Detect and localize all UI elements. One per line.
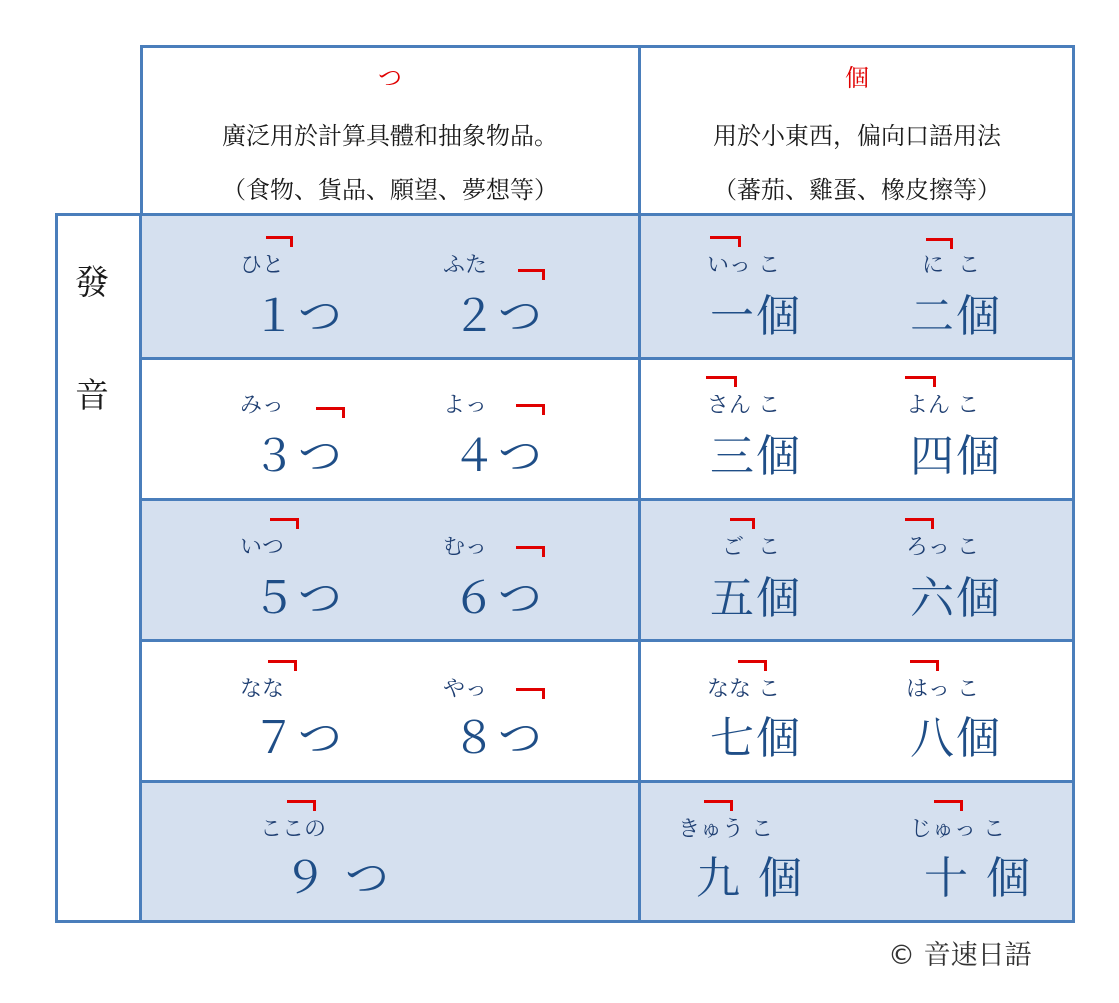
pitch-accent-mark	[926, 238, 953, 249]
header-counter-ko: 個	[845, 64, 869, 92]
pitch-accent-mark	[905, 376, 936, 387]
counter-word: 七個	[710, 713, 802, 764]
counter-word: 一個	[710, 291, 802, 342]
counter-word: ９ つ	[283, 853, 391, 904]
furigana: いつ	[240, 535, 285, 560]
pitch-accent-mark	[730, 518, 755, 529]
row-divider	[140, 357, 1075, 360]
furigana: さん こ	[707, 393, 780, 418]
furigana: やっ	[443, 677, 488, 702]
pitch-accent-mark	[710, 236, 741, 247]
pitch-accent-mark	[518, 269, 545, 280]
counter-word: 三個	[710, 431, 802, 482]
counter-word: 二個	[910, 291, 1002, 342]
furigana: ふた	[443, 253, 488, 278]
pitch-accent-mark	[704, 800, 733, 811]
row-divider	[140, 780, 1075, 783]
pitch-accent-mark	[266, 236, 293, 247]
pitch-accent-mark	[706, 376, 737, 387]
furigana: ご こ	[722, 535, 780, 560]
counter-word: 四個	[910, 431, 1002, 482]
furigana: に こ	[922, 253, 980, 278]
furigana: よん こ	[906, 393, 979, 418]
counter-word: 五個	[710, 573, 802, 624]
side-divider	[139, 213, 142, 923]
counter-word: 八個	[910, 713, 1002, 764]
furigana: いっ こ	[707, 253, 780, 278]
furigana: よっ	[443, 393, 488, 418]
side-label-bottom: 音	[75, 376, 109, 416]
row-divider	[140, 639, 1075, 642]
furigana: ひと	[240, 253, 285, 278]
furigana: はっ こ	[906, 677, 979, 702]
row-divider	[140, 498, 1075, 501]
pitch-accent-mark	[287, 800, 316, 811]
pitch-accent-mark	[270, 518, 299, 529]
counter-word: ８つ	[452, 713, 544, 764]
pitch-accent-mark	[738, 660, 767, 671]
copyright-notice: © 音速日語	[888, 940, 1032, 971]
furigana: ここの	[260, 817, 327, 842]
counter-word: 十 個	[924, 853, 1032, 904]
header-ko-examples: （蕃茄、雞蛋、橡皮擦等）	[713, 176, 1001, 204]
pitch-accent-mark	[934, 800, 963, 811]
header-tsu-examples: （食物、貨品、願望、夢想等）	[222, 176, 558, 204]
furigana: みっ	[240, 393, 285, 418]
counter-word: ３つ	[252, 431, 344, 482]
furigana: きゅう こ	[678, 817, 773, 842]
furigana: じゅっ こ	[910, 817, 1005, 842]
furigana: ろっ こ	[906, 535, 979, 560]
furigana: むっ	[443, 535, 488, 560]
pitch-accent-mark	[516, 546, 545, 557]
header-tsu-description: 廣泛用於計算具體和抽象物品。	[222, 122, 558, 150]
header-ko-description: 用於小東西，偏向口語用法	[713, 122, 1001, 150]
side-label-top: 發	[75, 263, 109, 303]
counter-word: 六個	[910, 573, 1002, 624]
counter-word: ６つ	[452, 573, 544, 624]
furigana: なな こ	[707, 677, 780, 702]
counter-word: ４つ	[452, 431, 544, 482]
counter-word: 九 個	[696, 853, 804, 904]
pitch-accent-mark	[905, 518, 934, 529]
furigana: なな	[240, 677, 285, 702]
header-counter-tsu: つ	[378, 64, 402, 92]
pitch-accent-mark	[910, 660, 939, 671]
counter-word: ２つ	[452, 291, 544, 342]
counter-word: ５つ	[252, 573, 344, 624]
pitch-accent-mark	[316, 407, 345, 418]
pitch-accent-mark	[268, 660, 297, 671]
counter-word: ７つ	[252, 713, 344, 764]
pitch-accent-mark	[516, 404, 545, 415]
counter-word: １つ	[252, 291, 344, 342]
pitch-accent-mark	[516, 688, 545, 699]
